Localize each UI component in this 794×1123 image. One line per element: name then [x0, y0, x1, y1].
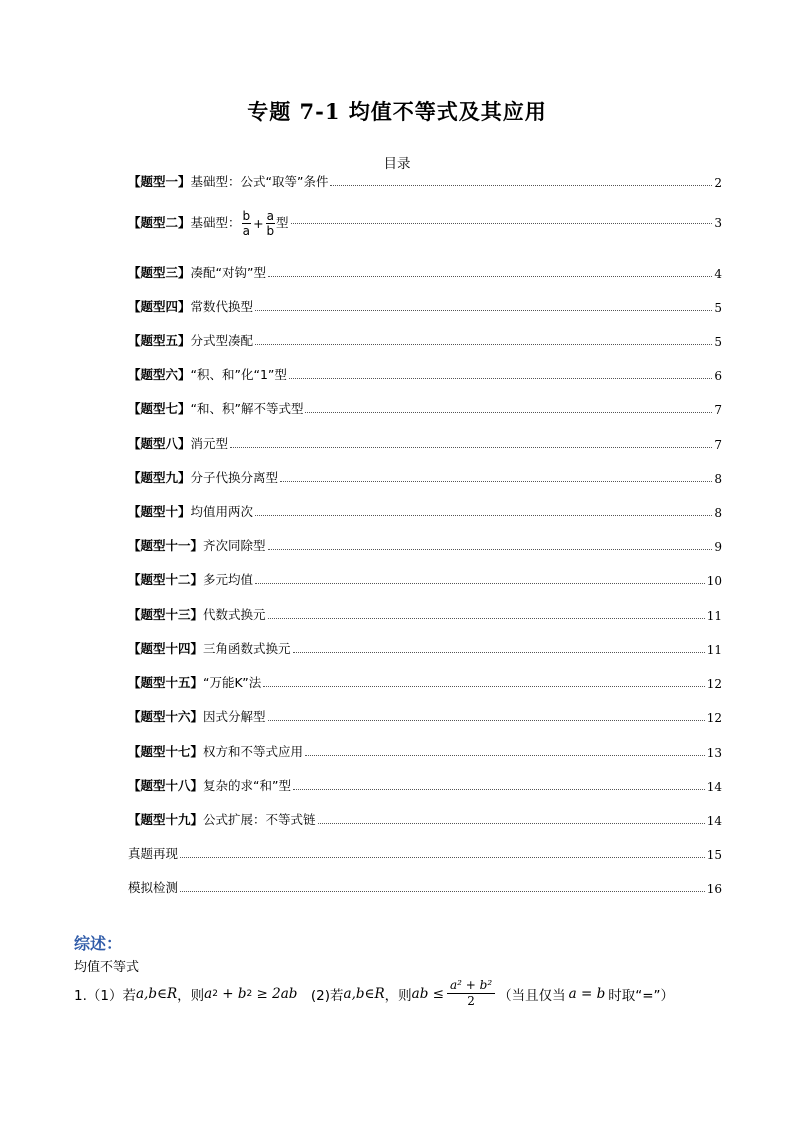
toc-entry[interactable] — [128, 500, 722, 520]
toc-entry-text: 真题再现 — [128, 846, 179, 861]
toc-leader-dots — [291, 222, 713, 224]
toc-leader-dots — [293, 651, 705, 653]
toc-entry[interactable] — [128, 842, 722, 862]
toc-page-number: 10 — [706, 574, 722, 588]
toc-entry-text: 代数式换元 — [203, 607, 266, 622]
toc-entry[interactable] — [128, 363, 722, 383]
toc-entry-text: 复杂的求“和”型 — [203, 778, 291, 793]
toc-entry-tag: 【题型九】 — [128, 470, 191, 485]
toc-entry-tag: 【题型十三】 — [128, 607, 204, 622]
toc-entry-text: “积、和”化“1”型 — [190, 367, 287, 382]
toc-entry[interactable] — [128, 637, 722, 657]
toc-leader-dots — [180, 890, 705, 892]
fraction-b-over-a: $\frac{b}{a}$ — [242, 208, 251, 238]
toc-entry[interactable] — [128, 705, 722, 725]
toc-entry[interactable] — [128, 261, 722, 281]
toc-entry[interactable] — [128, 603, 722, 623]
toc-page-number: 8 — [714, 506, 722, 520]
toc-page-number: 3 — [714, 216, 722, 230]
toc-page-number: 9 — [714, 540, 722, 554]
toc-entry-text: 因式分解型 — [203, 709, 266, 724]
toc-entry-text: 分子代换分离型 — [190, 470, 279, 485]
toc-entry-text: 三角函数式换元 — [203, 641, 291, 656]
toc-leader-dots — [268, 617, 705, 619]
toc-leader-dots — [230, 446, 712, 448]
toc-entry[interactable] — [128, 170, 722, 190]
toc-page-number: 14 — [706, 814, 722, 828]
toc-entry-text: “和、积”解不等式型 — [190, 401, 304, 416]
toc-entry-tag: 【题型十四】 — [128, 641, 204, 656]
toc-entry-text: 常数代换型 — [190, 299, 254, 314]
toc-entry-tag: 【题型十二】 — [128, 572, 204, 587]
toc-entry-tag: 【题型七】 — [128, 401, 191, 416]
toc-leader-dots — [255, 582, 705, 584]
toc-entry[interactable] — [128, 329, 722, 349]
toc-entry[interactable] — [128, 876, 722, 896]
toc-leader-dots — [255, 309, 712, 311]
toc-entry-tag: 【题型十】 — [128, 504, 191, 519]
toc-entry[interactable] — [128, 534, 722, 554]
toc-entry-text: 权方和不等式应用 — [203, 744, 304, 759]
toc-leader-dots — [255, 514, 712, 516]
toc-page-number: 14 — [706, 780, 722, 794]
toc-entry-text-prefix: 基础型： — [190, 214, 241, 230]
toc-entry-text: 模拟检测 — [128, 880, 179, 895]
toc-leader-dots — [305, 754, 705, 756]
toc-entry-text: “万能K”法 — [203, 675, 262, 690]
toc-entry-tag: 【题型十一】 — [128, 538, 204, 553]
intro-text: 均值不等式 — [74, 960, 140, 975]
fraction-a-over-b: $\frac{a}{b}$ — [266, 208, 275, 238]
toc-entry[interactable] — [128, 432, 722, 452]
plus-sign: + — [253, 215, 264, 231]
toc-page-number: 11 — [706, 609, 722, 623]
toc-entry-tag: 【题型三】 — [128, 265, 191, 280]
toc-entry-text-suffix: 型 — [276, 214, 289, 230]
toc-page-number: 2 — [714, 176, 722, 190]
toc-entry[interactable] — [128, 205, 722, 241]
toc-page-number: 13 — [706, 746, 722, 760]
toc-page-number: 8 — [714, 472, 722, 486]
toc-entry-text: 分式型凑配 — [190, 333, 254, 348]
toc-entry-tag: 【题型四】 — [128, 299, 191, 314]
toc-leader-dots — [318, 822, 705, 824]
toc-entry[interactable] — [128, 466, 722, 486]
fraction-mean-of-squares: $\frac{\text{a² + b²}}{2}$ — [447, 978, 495, 1009]
toc-entry[interactable] — [128, 774, 722, 794]
toc-page-number: 16 — [706, 882, 722, 896]
toc-page-number: 6 — [714, 369, 722, 383]
toc-entry[interactable] — [128, 808, 722, 828]
toc-page-number: 7 — [714, 438, 722, 452]
page-title: 专题 7-1 均值不等式及其应用 — [247, 99, 547, 124]
toc-leader-dots — [180, 856, 705, 858]
math-variables: a,b∈R — [343, 985, 385, 1002]
toc-entry-tag: 【题型六】 — [128, 367, 191, 382]
toc-page-number: 5 — [714, 301, 722, 315]
toc-leader-dots — [330, 184, 712, 186]
toc-entry-tag: 【题型五】 — [128, 333, 191, 348]
summary-heading: 综述： — [74, 934, 123, 953]
toc-page-number: 5 — [714, 335, 722, 349]
toc-entry-tag: 【题型十七】 — [128, 744, 204, 759]
toc-page-number: 11 — [706, 643, 722, 657]
toc-leader-dots — [289, 377, 712, 379]
toc-page-number: 7 — [714, 403, 722, 417]
toc-leader-dots — [268, 548, 713, 550]
toc-leader-dots — [293, 788, 705, 790]
toc-leader-dots — [263, 685, 704, 687]
toc-entry[interactable] — [128, 568, 722, 588]
toc-page-number: 4 — [714, 267, 722, 281]
toc-entry-tag: 【题型十九】 — [128, 812, 204, 827]
toc-leader-dots — [268, 719, 705, 721]
toc-entry-text: 均值用两次 — [190, 504, 254, 519]
toc-entry-tag: 【题型十五】 — [128, 675, 204, 690]
toc-leader-dots — [268, 275, 712, 277]
toc-entry-text: 凑配“对钩”型 — [190, 265, 266, 280]
toc-entry-tag: 【题型二】 — [128, 214, 191, 230]
toc-leader-dots — [280, 480, 712, 482]
toc-entry[interactable] — [128, 397, 722, 417]
toc-entry-text: 公式扩展：不等式链 — [203, 812, 316, 827]
toc-entry[interactable] — [128, 740, 722, 760]
toc-entry-tag: 【题型十八】 — [128, 778, 204, 793]
toc-heading: 目录 — [383, 156, 411, 172]
toc-entry-text: 基础型：公式“取等”条件 — [190, 174, 329, 189]
toc-page-number: 12 — [706, 711, 722, 725]
toc-entry-tag: 【题型十六】 — [128, 709, 204, 724]
toc-page-number: 12 — [706, 677, 722, 691]
toc-entry-text: 多元均值 — [203, 572, 254, 587]
math-variables: a,b∈R — [135, 985, 178, 1002]
toc-entry-tag: 【题型八】 — [128, 436, 191, 451]
toc-entry-tag: 【题型一】 — [128, 174, 191, 189]
toc-leader-dots — [255, 343, 712, 345]
toc-leader-dots — [305, 411, 712, 413]
toc-entry[interactable] — [128, 295, 722, 315]
toc-entry-text: 齐次同除型 — [203, 538, 266, 553]
toc-entry[interactable] — [128, 671, 722, 691]
toc-page-number: 15 — [706, 848, 722, 862]
inequality-formula: 1.（1）若 a,b∈R ，则 a 2 + b 2 ≥ 2 ab (2)若 a,b∈R ，则 ab ≤ $\frac{\text{a² + b²}}{2}$ （当且仅当 a = b 时取“=”） — [74, 978, 675, 1008]
toc-entry-text: 消元型 — [190, 436, 229, 451]
